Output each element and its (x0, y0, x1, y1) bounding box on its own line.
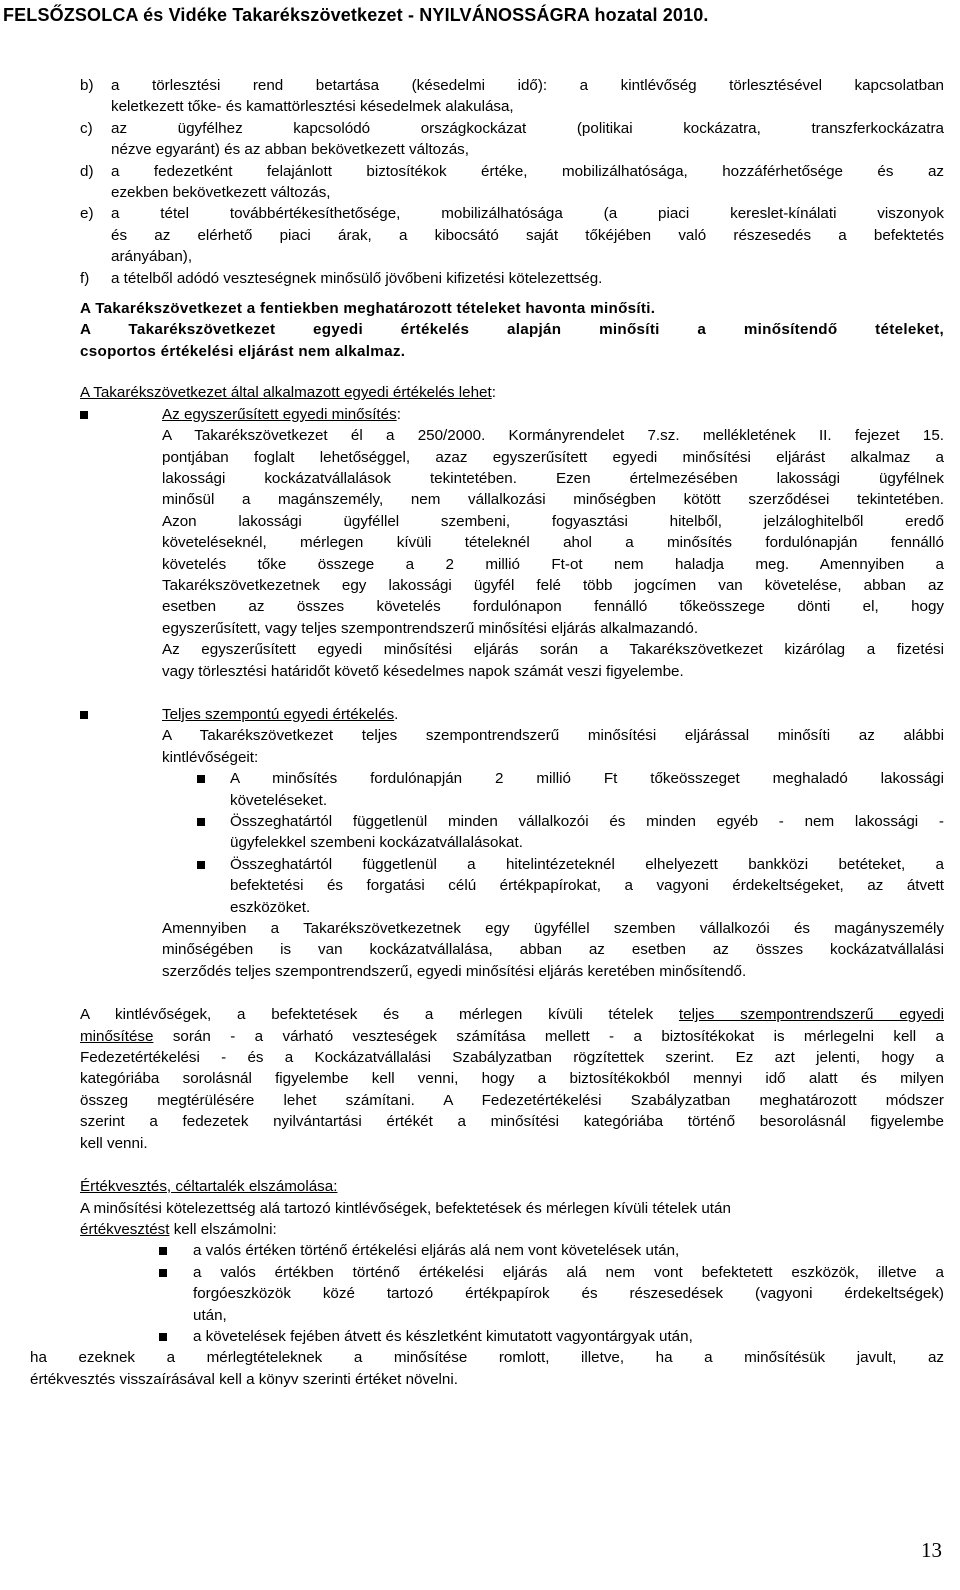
text-line: után, (193, 1306, 227, 1324)
text-line: A kintlévőségek, a befektetések és a mérlegen kívüli tételek teljes szempontrendszerű egyedi (80, 1006, 944, 1024)
document-header: FELSŐZSOLCA és Vidéke Takarékszövetkezet - NYILVÁNOSSÁGRA hozatal 2010. (3, 5, 709, 25)
text-line: kintlévőségeit: (162, 748, 259, 766)
bullet-full-evaluation: Teljes szempontú egyedi értékelés. (80, 704, 944, 725)
text-line: vagy törlesztési határidőt követő késedelmes napok számát veszi figyelembe. (162, 662, 684, 680)
text-line: értékvesztést kell elszámolni: (80, 1220, 277, 1238)
text-line: a valós értékben történő értékelési eljárás alá nem vont befektetett eszközök, illetve a (193, 1263, 944, 1281)
impairment-item-3 (80, 1326, 944, 1347)
text-line: a valós értéken történő értékelési eljárás alá nem vont követelések után, (193, 1242, 680, 1260)
document-body (30, 75, 944, 1390)
collateral-paragraph (80, 1004, 944, 1154)
text-line: Összeghatártól függetlenül minden vállalkozói és minden egyéb - nem lakossági - (230, 813, 944, 830)
text-line: A Takarékszövetkezet él a 250/2000. Kormányrendelet 7.sz. mellékletének II. fejezet 15. (162, 427, 944, 445)
bullet-square-icon (80, 711, 88, 719)
list-item-d-cont: ezekben bekövetkezett változás, (111, 184, 331, 202)
text-line: A minősítés fordulónapján 2 millió Ft tőkeösszeget meghaladó lakossági (230, 770, 944, 788)
bullet-simplified: Az egyszerűsített egyedi minősítés: (80, 404, 944, 425)
sub-bullet-3 (80, 854, 944, 918)
list-item-c: c) az ügyfélhez kapcsolódó országkockázat (politikai kockázatra, transzferkockázatra (80, 119, 944, 137)
text-line: minőségében is van kockázatvállalása, abban az esetben az összes kockázatvállalási (162, 941, 944, 959)
impairment-item-1 (80, 1240, 944, 1261)
bullet-square-icon (159, 1247, 167, 1255)
sub-bullet-2 (80, 811, 944, 854)
section-title-impairment: Értékvesztés, céltartalék elszámolása: (80, 1178, 338, 1196)
list-item-c-cont: nézve egyaránt) és az abban bekövetkezett változás, (111, 141, 469, 159)
page-number: 13 (921, 1538, 942, 1562)
section-title-evaluation: A Takarékszövetkezet által alkalmazott egyedi értékelés lehet: (80, 384, 496, 402)
text-line: A Takarékszövetkezet teljes szempontrendszerű minősítési eljárással minősíti az alábbi (162, 727, 944, 745)
list-item-b: b) a törlesztési rend betartása (késedelmi idő): a kintlévőség törlesztésével kapcsolatban (80, 77, 944, 94)
text-line: a követelések fejében átvett és készletként kimutatott vagyontárgyak után, (193, 1327, 693, 1345)
list-item-f: f) a tételből adódó veszteségnek minősülő jövőbeni kifizetési kötelezettség. (80, 269, 603, 287)
text-line: Fedezetértékelési - és a Kockázatvállalási Szabályzatban rögzítettek szerint. Ez azt jelenti, hogy a (80, 1049, 944, 1067)
text-line: egyszerűsített, vagy teljes szempontrendszerű minősítési eljárás alkalmazandó. (162, 619, 699, 637)
text-line: forgóeszközök közé tartozó értékpapírok és részesedések (vagyoni érdekeltségek) (193, 1285, 944, 1303)
list-item-e-cont: és az elérhető piaci árak, a kibocsátó saját tőkéjében való részesedés a befektetés (111, 226, 944, 244)
bullet-square-icon (80, 411, 88, 419)
impairment-item-2 (80, 1262, 944, 1326)
bold-statement-monthly: A Takarékszövetkezet a fentiekben meghatározott tételeket havonta minősíti. (80, 300, 656, 318)
text-line: minősül a magánszemély, nem vállalkozási minőségben kötött szerződései tekintetében. (162, 491, 944, 509)
bullet-square-icon (197, 861, 205, 869)
text-line: ha ezeknek a mérlegtételeknek a minősítése romlott, illetve, ha a minősítésük javult, az (30, 1349, 944, 1367)
text-line: ügyfelekkel szembeni kockázatvállalásokat. (230, 834, 523, 852)
list-item-b-cont: keletkezett tőke- és kamattörlesztési késedelmek alakulása, (111, 98, 514, 116)
full-evaluation-body (80, 725, 944, 768)
text-line: kategóriába sorolásnál figyelembe kell venni, hogy a biztosítékokból mennyi idő alatt és milyen (80, 1070, 944, 1088)
text-line: esetben az összes követelés fordulónapon fennálló tőkeösszege dönti el, hogy (162, 598, 944, 616)
text-line: befektetési és forgatási célú értékpapírokat, a vagyoni érdekeltségeket, az átvett (230, 877, 944, 895)
bullet-square-icon (159, 1269, 167, 1277)
list-item-e: e) a tétel továbbértékesíthetősége, mobilizálhatósága (a piaci kereslet-kínálati viszonyok (80, 205, 944, 223)
simplified-body (80, 425, 944, 682)
text-line: Összeghatártól függetlenül a hitelintézeteknél elhelyezett bankközi betéteket, a (230, 855, 944, 873)
text-line: összeg megtérülésére lehet számítani. A Fedezetértékelési Szabályzatban meghatározott módszer (80, 1091, 944, 1109)
text-line: értékvesztés visszaírásával kell a könyv szerinti értéket növelni. (30, 1370, 458, 1388)
text-line: pontjában foglalt lehetőséggel, azaz egyszerűsített egyedi minősítési eljárást alkalmaz a (162, 448, 944, 466)
bullet-square-icon (197, 775, 205, 783)
sub-bullet-1 (80, 768, 944, 811)
text-line: követeléseknél, mérlegen kívüli tételeknél ahol a minősítés fordulónapján fennálló (162, 534, 944, 552)
bold-statement-individual-cont: csoportos értékelési eljárást nem alkalmaz. (80, 342, 406, 360)
bullet-square-icon (159, 1333, 167, 1341)
text-line: Takarékszövetkezetnek egy lakossági ügyfél felé több jogcímen van követelése, abban az (162, 576, 944, 594)
text-line: szerződés teljes szempontrendszerű, egyedi minősítési eljárás keretében minősítendő. (162, 962, 747, 980)
full-evaluation-after (80, 918, 944, 982)
text-line: követelés tőke összege a 2 millió Ft-ot nem haladja meg. Amennyiben a (162, 555, 944, 573)
text-line: minősítése során - a várható veszteségek számítása mellett - a biztosítékokat is mérlegelni kell a (80, 1027, 944, 1045)
text-line: kell venni. (80, 1134, 148, 1152)
text-line: eszközöket. (230, 898, 311, 916)
text-line: lakossági kockázatvállalások tekintetében. Ezen értelmezésében lakossági ügyfélnek (162, 469, 944, 487)
text-line: követeléseket. (230, 791, 328, 809)
text-line: Az egyszerűsített egyedi minősítési eljárás során a Takarékszövetkezet kizárólag a fizetési (162, 641, 944, 659)
criteria-list (80, 75, 944, 289)
bold-statement-individual: A Takarékszövetkezet egyedi értékelés alapján minősíti a minősítendő tételeket, (80, 321, 944, 339)
text-line: Amennyiben a Takarékszövetkezetnek egy ügyféllel szemben vállalkozói és magányszemély (162, 920, 944, 938)
text-line: szerint a fedezetek nyilvántartási értékét a minősítési kategóriába történő besorolásnál figyelembe (80, 1113, 944, 1131)
list-item-e-cont2: arányában), (111, 248, 193, 266)
list-item-d: d) a fedezetként felajánlott biztosítékok értéke, mobilizálhatósága, hozzáférhetősége és az (80, 162, 944, 180)
text-line: Azon lakossági ügyféllel szembeni, fogyasztási hitelből, jelzáloghitelből eredő (162, 512, 944, 530)
bullet-square-icon (197, 818, 205, 826)
text-line: A minősítési kötelezettség alá tartozó kintlévőségek, befektetések és mérlegen kívüli tételek után (80, 1199, 731, 1217)
